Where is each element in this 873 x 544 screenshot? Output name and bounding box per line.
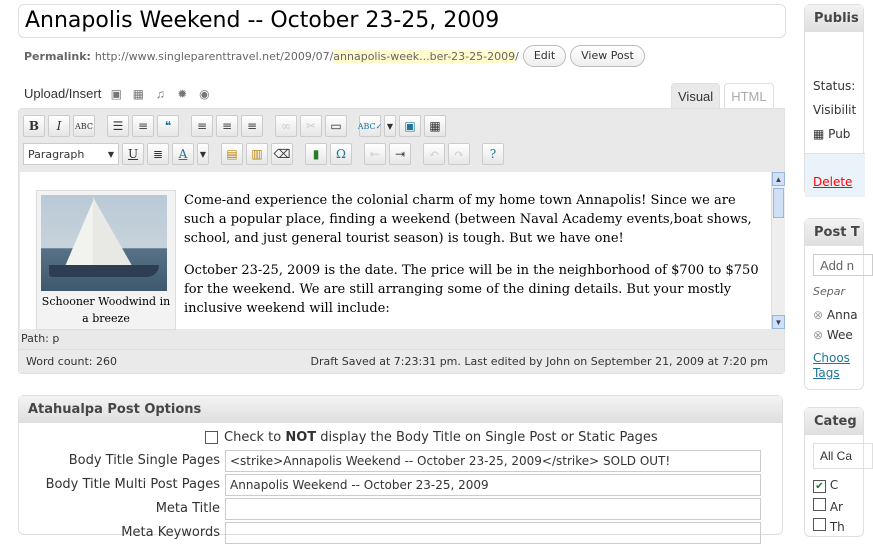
- toolbar-row-1: [23, 115, 446, 137]
- tag-input[interactable]: Add n: [813, 254, 873, 276]
- paragraph-1: Come-and experience the colonial charm of my home town Annapolis! Since we are such a popular place, finding a weekend (between Naval Academy events,boat shows, school, and just general tourist season) is tough. But we have one!: [184, 193, 752, 246]
- underline-button[interactable]: U: [122, 143, 144, 165]
- all-categories-tab[interactable]: All Ca: [813, 443, 873, 469]
- post-options-box: [18, 395, 783, 540]
- body-title-multi-label: Body Title Multi Post Pages: [45, 477, 220, 492]
- blockquote-button[interactable]: ❝: [157, 115, 179, 137]
- category-item[interactable]: ✔ C: [813, 478, 838, 493]
- permalink-slug[interactable]: annapolis-week...ber-23-25-2009: [333, 49, 516, 63]
- permalink-suffix: /: [515, 49, 519, 63]
- meta-title-row: [19, 498, 784, 520]
- remove-format-button[interactable]: ⌫: [271, 143, 293, 165]
- category-checkbox[interactable]: ✔: [813, 480, 826, 493]
- other-icon[interactable]: ◉: [199, 86, 210, 101]
- categories-box: [804, 407, 864, 537]
- special-character-button[interactable]: Ω: [330, 143, 352, 165]
- unlink-button[interactable]: ✂: [300, 115, 322, 137]
- spellcheck-button[interactable]: ABC✓: [359, 115, 381, 137]
- meta-keywords-label: Meta Keywords: [121, 525, 220, 540]
- outdent-button[interactable]: ⇤: [364, 143, 386, 165]
- text-color-button[interactable]: A: [172, 143, 194, 165]
- media-icon[interactable]: ✹: [177, 86, 188, 101]
- bold-button[interactable]: B: [23, 115, 45, 137]
- tab-visual[interactable]: Visual: [671, 83, 720, 108]
- publish-date: ▦ Pub: [813, 127, 851, 141]
- paragraph-2: October 23-25, 2009 is the date. The price will be in the neighborhood of $700 to $750 for the weekend. We are still arranging some of the dining details. But your mostly inclusive weekend will include:: [184, 263, 759, 316]
- scroll-thumb[interactable]: [773, 188, 784, 218]
- tags-box-title[interactable]: Post T: [805, 219, 863, 246]
- calendar-icon: ▦: [813, 127, 825, 141]
- image-figure[interactable]: [36, 190, 176, 330]
- tag-item: ⊗ Anna: [813, 308, 858, 322]
- audio-icon[interactable]: ♫: [155, 86, 165, 101]
- indent-button[interactable]: ⇥: [389, 143, 411, 165]
- paste-text-button[interactable]: ▤: [221, 143, 243, 165]
- meta-keywords-input[interactable]: [225, 522, 761, 544]
- align-right-button[interactable]: ≡: [241, 115, 263, 137]
- tab-html[interactable]: HTML: [724, 83, 773, 108]
- body-title-single-input[interactable]: <strike>Annapolis Weekend -- October 23-25, 2009</strike> SOLD OUT!: [225, 450, 761, 472]
- justify-button[interactable]: ≣: [147, 143, 169, 165]
- editor: [18, 108, 785, 374]
- choose-tags-link-2[interactable]: Tags: [813, 366, 840, 380]
- toolbar-row-2: [23, 143, 504, 165]
- video-icon[interactable]: ▦: [132, 86, 144, 101]
- scroll-up-icon[interactable]: ▲: [772, 172, 785, 186]
- paste-word-button[interactable]: ▥: [246, 143, 268, 165]
- undo-button[interactable]: ↶: [423, 143, 445, 165]
- bullet-list-button[interactable]: ☰: [107, 115, 129, 137]
- publish-box: [804, 4, 864, 196]
- publish-visibility: Visibilit: [813, 103, 857, 117]
- text-color-dropdown-icon[interactable]: ▼: [197, 143, 209, 165]
- help-button[interactable]: ?: [482, 143, 504, 165]
- publish-box-title[interactable]: Publis: [805, 5, 863, 32]
- upload-insert-label: Upload/Insert: [24, 86, 102, 101]
- body-title-multi-row: [19, 474, 784, 496]
- spellcheck-dropdown-icon[interactable]: ▼: [384, 115, 396, 137]
- schooner-photo[interactable]: [41, 195, 167, 291]
- categories-box-title[interactable]: Categ: [805, 408, 863, 435]
- post-options-title[interactable]: Atahualpa Post Options: [19, 396, 782, 423]
- kitchen-sink-button[interactable]: ▦: [424, 115, 446, 137]
- tag-separator-hint: Separ: [813, 285, 845, 298]
- remove-tag-icon[interactable]: ⊗: [813, 308, 824, 322]
- embed-media-button[interactable]: ▮: [305, 143, 327, 165]
- redo-button[interactable]: ↷: [448, 143, 470, 165]
- body-title-single-row: [19, 450, 784, 472]
- remove-tag-icon[interactable]: ⊗: [813, 328, 824, 342]
- post-title-input[interactable]: Annapolis Weekend -- October 23-25, 2009: [18, 4, 786, 38]
- meta-title-label: Meta Title: [155, 501, 220, 516]
- editor-content[interactable]: [20, 172, 771, 329]
- editor-status-bar: [19, 349, 784, 373]
- post-tags-box: [804, 218, 864, 390]
- italic-button[interactable]: I: [48, 115, 70, 137]
- numbered-list-button[interactable]: ≡: [132, 115, 154, 137]
- editor-path: Path: p: [21, 332, 60, 345]
- body-title-multi-input[interactable]: Annapolis Weekend -- October 23-25, 2009: [225, 474, 761, 496]
- word-count: Word count: 260: [26, 355, 118, 368]
- draft-status: Draft Saved at 7:23:31 pm. Last edited by John on September 21, 2009 at 7:20 pm: [310, 355, 768, 368]
- category-checkbox[interactable]: [813, 498, 826, 511]
- scroll-down-icon[interactable]: ▼: [772, 315, 785, 329]
- checkbox-label: Check to NOT display the Body Title on Single Post or Static Pages: [224, 430, 658, 445]
- chevron-down-icon: ▼: [107, 149, 114, 159]
- permalink-label: Permalink:: [24, 49, 91, 63]
- upload-insert-bar: [24, 86, 211, 101]
- format-select[interactable]: [23, 143, 119, 165]
- permalink: [24, 45, 645, 67]
- body-title-single-label: Body Title Single Pages: [68, 453, 220, 468]
- delete-link[interactable]: Delete: [813, 175, 853, 189]
- tag-item: ⊗ Wee: [813, 328, 853, 342]
- meta-title-input[interactable]: [225, 498, 761, 520]
- link-button[interactable]: ∞: [275, 115, 297, 137]
- choose-tags-link[interactable]: Choos: [813, 351, 850, 365]
- edit-permalink-button[interactable]: Edit: [523, 45, 566, 67]
- editor-tabs: [667, 83, 774, 108]
- image-icon[interactable]: ▣: [110, 86, 122, 101]
- more-tag-button[interactable]: ▭: [325, 115, 347, 137]
- meta-keywords-row: [19, 522, 784, 544]
- view-post-button[interactable]: View Post: [570, 45, 645, 67]
- hide-body-title-option[interactable]: [205, 430, 658, 445]
- category-checkbox[interactable]: [813, 518, 826, 531]
- category-item[interactable]: Ar: [813, 498, 843, 514]
- editor-scrollbar[interactable]: [771, 172, 785, 329]
- fullscreen-button[interactable]: ▣: [399, 115, 421, 137]
- align-center-button[interactable]: ≡: [216, 115, 238, 137]
- permalink-url: http://www.singleparenttravel.net/2009/07/: [94, 49, 334, 63]
- strikethrough-button[interactable]: ABC: [73, 115, 95, 137]
- image-caption: Schooner Woodwind in a breeze: [41, 295, 171, 325]
- category-item[interactable]: Th: [813, 518, 845, 534]
- format-select-value: Paragraph: [28, 147, 85, 161]
- hide-body-title-checkbox[interactable]: [205, 431, 218, 444]
- publish-status: Status:: [813, 79, 856, 93]
- align-left-button[interactable]: ≡: [191, 115, 213, 137]
